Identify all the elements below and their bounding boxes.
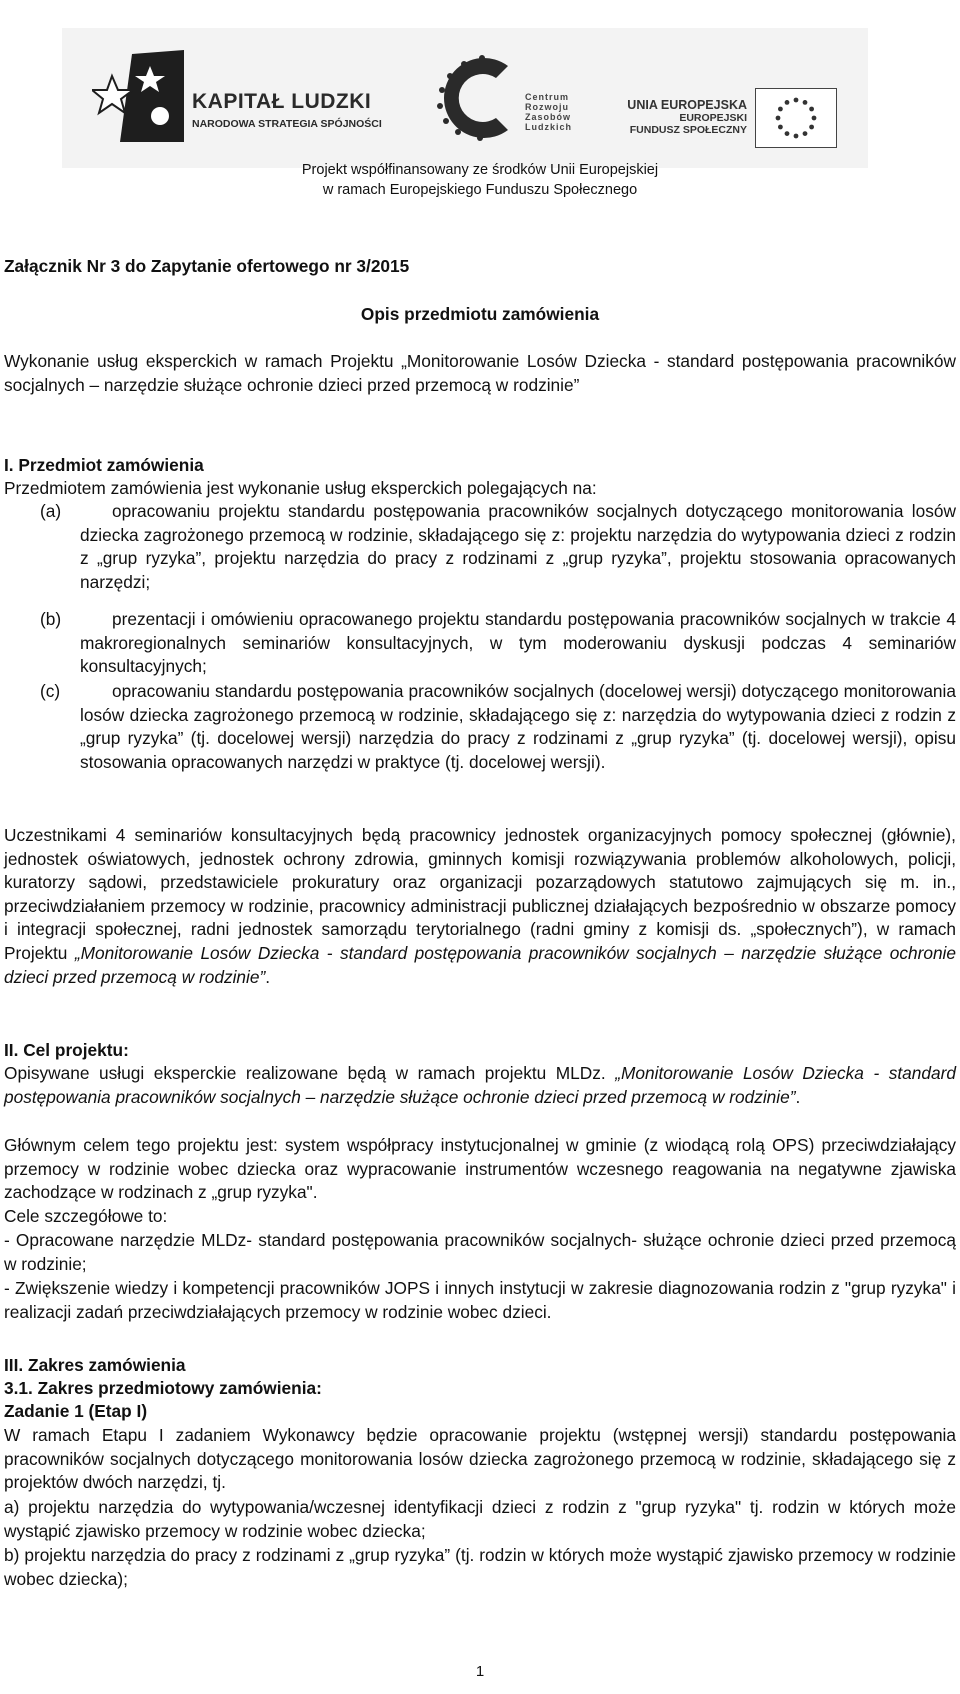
s2-p1-end: . xyxy=(795,1086,801,1107)
item-a-text: opracowaniu projektu standardu postępowania pracowników socjalnych dotyczącego monitorowania losów dziecka zagrożonego przemocą w rodzinie, składającego się z: projektu narzędzia do wytypowania dzieci z rodzin z „grup ryzyka”, projektu narzędzia do pracy z rodzinami z „grup ryzyka”, projektu stosowania opracowanych narzędzi; xyxy=(80,501,956,592)
eu-line-1: UNIA EUROPEJSKA xyxy=(627,98,747,112)
item-a-label: (a) xyxy=(40,501,62,521)
document-title: Opis przedmiotu zamówienia xyxy=(360,304,600,324)
task-1-item-a: a) projektu narzędzia do wytypowania/wczesnej identyfikacji dzieci z rodzin z "grup ryzyka" tj. rodzin w których może wystąpić zjawisko przemocy w rodzinie wobec dziecka; xyxy=(4,1497,956,1541)
s2-p1-project-name: „Monitorowanie Losów Dziecka - standard postępowania pracowników socjalnych – narzędzie służące ochronie dzieci przed przemocą w rodzinie” xyxy=(4,1063,956,1107)
kapital-ludzki-logo xyxy=(92,46,392,146)
section-3-1-heading: 3.1. Zakres przedmiotowy zamówienia: xyxy=(4,1378,322,1398)
section-2-heading: II. Cel projektu: xyxy=(4,1040,129,1060)
logo-header xyxy=(62,28,868,168)
item-b-text: prezentacji i omówieniu opracowanego projektu standardu postępowania pracowników socjalnych w trakcie 4 makroregionalnych seminariów konsultacyjnych, w tym moderowaniu dyskusji podczas 4 seminariów konsultacyjnych; xyxy=(80,609,956,677)
eu-line-3: FUNDUSZ SPOŁECZNY xyxy=(629,124,747,136)
item-b-label: (b) xyxy=(40,609,62,629)
section-2-paragraph-4: - Opracowane narzędzie MLDz- standard postępowania pracowników socjalnych- służące ochronie dzieci przed przemocą w rodzinie; xyxy=(4,1230,956,1274)
item-c-text: opracowaniu standardu postępowania pracowników socjalnych (docelowej wersji) dotyczącego monitorowania losów dziecka zagrożonego przemocą w rodzinie, składającego się z: narzędzia do wytypowania dzieci z rodzin z „grup ryzyka” (tj. docelowej wersji) narzędzia do pracy z rodzinami z „grup ryzyka” (tj. docelowej wersji), opisu stosowania opracowanych narzędzi w praktyce (tj. docelowej wersji). xyxy=(80,681,956,772)
intro-paragraph: Wykonanie usług eksperckich w ramach Projektu „Monitorowanie Losów Dziecka - standard postępowania pracowników socjalnych – narzędzie służące ochronie dzieci przed przemocą w rodzinie” xyxy=(4,351,956,395)
section-2-paragraph-3: Cele szczegółowe to: xyxy=(4,1206,168,1226)
eu-line-2: EUROPEJSKI xyxy=(679,112,747,124)
page-number: 1 xyxy=(475,1663,485,1680)
eu-logo-text xyxy=(617,98,747,136)
crzl-text xyxy=(525,92,572,132)
participants-project-name: „Monitorowanie Losów Dziecka - standard postępowania pracowników socjalnych – narzędzie służące ochronie dzieci przed przemocą w rodzinie” xyxy=(4,942,957,987)
kapital-ludzki-emblem-icon xyxy=(92,46,187,146)
crzl-logo xyxy=(430,48,580,148)
participants-text: Uczestnikami 4 seminariów konsultacyjnych będą pracownicy jednostek organizacyjnych pomocy społecznej (głównie), jednostek oświatowych, jednostek ochrony zdrowia, gminnych komisji rozwiązywania problemów alkoholowych, policji, kuratorzy sądowi, przedstawiciele prokuratury oraz organizacji pozarządowych statutowo zajmujących się m. in., przeciwdziałaniem przemocy w rodzinie, pracownicy administracji publicznej działających bezpośrednio w obszarze pomocy i integracji społecznej, radni jednostek samorządu terytorialnego (radni gminy z komisji ds. „społecznych”), w ramach Projektu xyxy=(4,825,956,963)
section-1-lead: Przedmiotem zamówienia jest wykonanie usług eksperckich polegających na: xyxy=(4,478,597,498)
kapital-ludzki-subtitle: NARODOWA STRATEGIA SPÓJNOŚCI xyxy=(192,118,382,130)
section-2-paragraph-5: - Zwiększenie wiedzy i kompetencji pracowników JOPS i innych instytucji w zakresie diagnozowania rodzin z "grup ryzyka" i realizacji zadań przeciwdziałających przemocy w rodzinie wobec dzieci. xyxy=(4,1278,956,1322)
crzl-line: Centrum xyxy=(525,92,570,102)
section-1-heading: I. Przedmiot zamówienia xyxy=(4,455,204,475)
crzl-emblem-icon xyxy=(430,48,525,148)
cofinancing-line-1: Projekt współfinansowany ze środków Unii Europejskiej xyxy=(301,162,659,178)
eu-flag-icon xyxy=(755,88,837,148)
task-1-item-b: b) projektu narzędzia do pracy z rodzinami z „grup ryzyka” (tj. rodzin w których może wystąpić zjawisko przemocy w rodzinie wobec dziecka); xyxy=(4,1545,956,1589)
crzl-line: Zasobów xyxy=(525,112,572,122)
s2-p1-text: Opisywane usługi eksperckie realizowane będą w ramach projektu MLDz. xyxy=(4,1063,616,1083)
crzl-line: Ludzkich xyxy=(525,122,573,132)
item-c-label: (c) xyxy=(40,681,61,701)
participants-end: . xyxy=(265,966,271,987)
kapital-ludzki-title: KAPITAŁ LUDZKI xyxy=(192,90,372,113)
annex-heading: Załącznik Nr 3 do Zapytanie ofertowego nr 3/2015 xyxy=(4,256,410,276)
crzl-line: Rozwoju xyxy=(525,102,569,112)
cofinancing-line-2: w ramach Europejskiego Funduszu Społecznego xyxy=(322,182,638,198)
participants-paragraph xyxy=(4,824,956,989)
section-3-heading: III. Zakres zamówienia xyxy=(4,1355,186,1375)
task-1-paragraph: W ramach Etapu I zadaniem Wykonawcy będzie opracowanie projektu (wstępnej wersji) standardu postępowania pracowników socjalnych dotyczącego monitorowania losów dziecka zagrożonego przemocą w rodzinie, składającego się z projektów dwóch narzędzi, tj. xyxy=(4,1425,956,1493)
eu-logo xyxy=(617,52,847,152)
section-2-paragraph-2: Głównym celem tego projektu jest: system współpracy instytucjonalnej w gminie (z wiodącą rolą OPS) przeciwdziałający przemocy w rodzinie wobec dziecka oraz wypracowanie instrumentów wczesnego reagowania na negatywne zjawiska zachodzące w rodzinach z „grup ryzyka". xyxy=(4,1135,956,1203)
section-2-paragraph-1 xyxy=(4,1062,956,1109)
task-1-heading: Zadanie 1 (Etap I) xyxy=(4,1401,148,1421)
